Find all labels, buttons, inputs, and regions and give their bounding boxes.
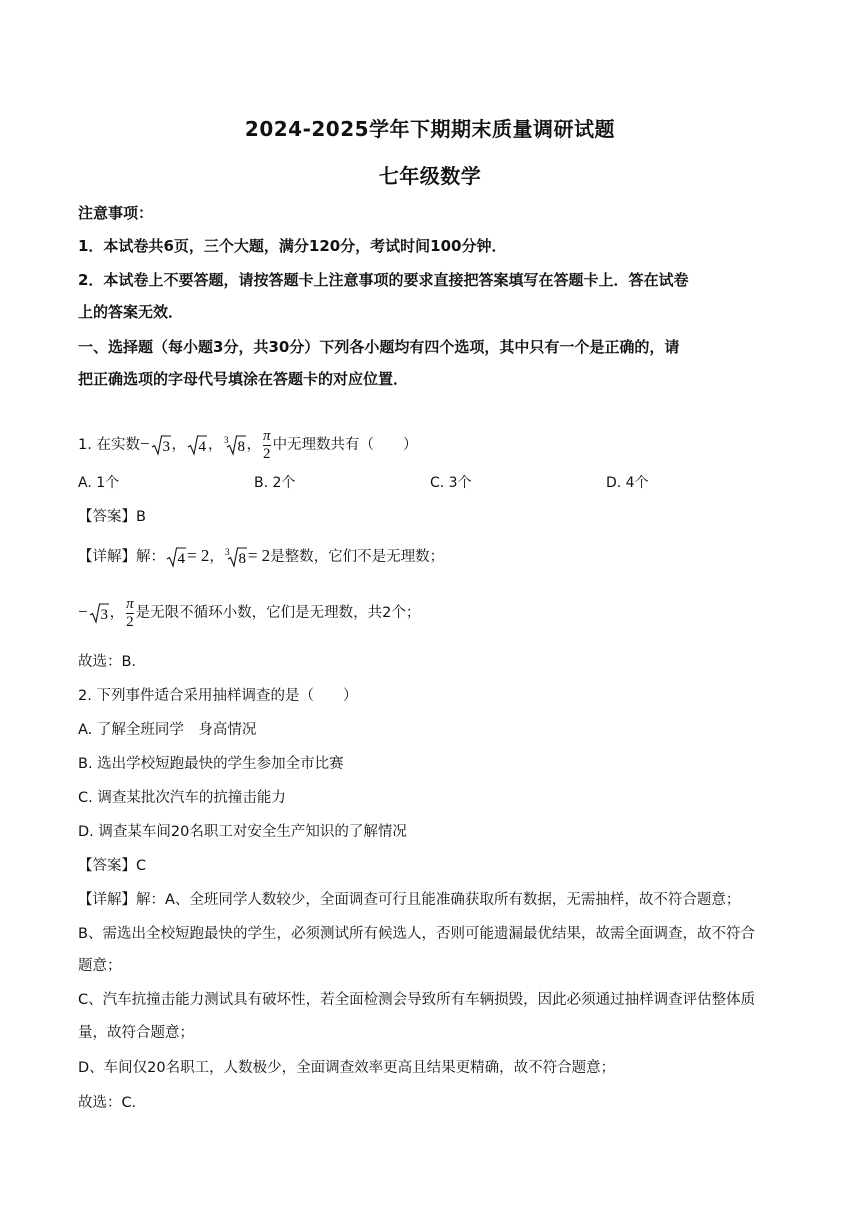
- q1-detail-text-2: 是无限不循环小数，它们是无理数，共2个；: [135, 605, 421, 621]
- q2-answer: 【答案】C: [78, 858, 147, 874]
- q2-stem: 2. 下列事件适合采用抽样调查的是（ ）: [78, 688, 358, 704]
- q2-detail-d: D、车间仅20名职工，人数极少，全面调查效率更高且结果更精确，故不符合题意；: [78, 1060, 616, 1076]
- q2-option-b: B. 选出学校短跑最快的学生参加全市比赛: [78, 756, 344, 772]
- q1-eq1-rhs: = 2: [187, 546, 210, 565]
- sqrt-3-detail: [89, 602, 109, 624]
- q1-option-d: D. 4个: [606, 475, 649, 491]
- notes-item-2-line-1: 2．本试卷上不要答题，请按答题卡上注意事项的要求直接把答案填写在答题卡上．答在试卷: [78, 271, 689, 289]
- sqrt-4-detail: [166, 546, 186, 568]
- q1-eq2-rhs: = 2: [247, 546, 271, 565]
- q1-detail-label: 【详解】解：: [78, 549, 165, 565]
- cbrt-index: 3: [223, 435, 229, 445]
- notes-heading: 注意事项：: [78, 204, 154, 222]
- q2-option-d: D. 调查某车间20名职工对安全生产知识的了解情况: [78, 824, 407, 840]
- pi-over-2-detail: [126, 596, 134, 631]
- section1-heading-line-1: 一、选择题（每小题3分，共30分）下列各小题均有四个选项，其中只有一个是正确的，请: [78, 338, 680, 356]
- q2-detail-a: 【详解】解：A、全班同学人数较少，全面调查可行且能准确获取所有数据，无需抽样，故不符合题意；: [78, 892, 741, 908]
- q1-detail-line-2: [78, 592, 784, 632]
- section1-heading-line-2: 把正确选项的字母代号填涂在答题卡的对应位置．: [78, 370, 409, 388]
- q1-neg-sign: −: [139, 434, 150, 453]
- q2-detail-c-line-1: C、汽车抗撞击能力测试具有破坏性，若全面检测会导致所有车辆损毁，因此必须通过抽样调查评估整体质: [78, 992, 756, 1008]
- q2-option-c: C. 调查某批次汽车的抗撞击能力: [78, 790, 286, 806]
- q1-stem: [78, 424, 784, 464]
- q1-detail-neg-sign: −: [78, 602, 88, 621]
- q1-option-b: B. 2个: [254, 475, 296, 491]
- exam-title: 2024-2025学年下期期末质量调研试题: [244, 117, 616, 141]
- q1-option-a: A. 1个: [78, 475, 120, 491]
- exam-subtitle: 七年级数学: [378, 164, 482, 188]
- q2-option-a: A. 了解全班同学 身高情况: [78, 722, 257, 738]
- q1-detail-comma: ，: [209, 549, 224, 565]
- cbrt-8-detail: [225, 546, 247, 568]
- q1-detail-comma-2: ，: [109, 605, 125, 621]
- cbrt-8-detail-radicand: 8: [238, 551, 246, 567]
- sqrt-4-radicand: 4: [198, 439, 207, 455]
- cbrt-detail-index: 3: [224, 547, 230, 557]
- pi-numerator: π: [263, 427, 271, 444]
- cbrt-8: [224, 434, 246, 456]
- two-detail-denominator: 2: [126, 613, 134, 630]
- q1-conclusion: 故选：B．: [78, 654, 146, 670]
- q2-detail-c-line-2: 量，故符合题意；: [78, 1025, 194, 1041]
- q2-conclusion: 故选：C．: [78, 1095, 147, 1111]
- cbrt-8-radicand: 8: [237, 439, 245, 455]
- q1-comma-2: ，: [208, 437, 223, 453]
- sqrt-4-detail-radicand: 4: [177, 551, 185, 567]
- sqrt-3: [151, 434, 171, 456]
- q1-comma-3: ，: [246, 437, 262, 453]
- sqrt-3-detail-radicand: 3: [100, 607, 108, 623]
- pi-over-2: [263, 428, 271, 463]
- q1-answer: 【答案】B: [78, 509, 146, 525]
- q1-detail-text-1: 是整数，它们不是无理数；: [270, 549, 445, 565]
- q1-option-c: C. 3个: [430, 475, 472, 491]
- pi-detail-numerator: π: [126, 595, 134, 612]
- q1-detail-line-1: [78, 542, 784, 570]
- q1-comma-1: ，: [171, 437, 187, 453]
- q2-detail-b-line-2: 题意；: [78, 958, 122, 974]
- sqrt-3-radicand: 3: [162, 439, 170, 455]
- notes-item-2-line-2: 上的答案无效．: [78, 303, 184, 321]
- notes-item-1: 1．本试卷共6页，三个大题，满分120分，考试时间100分钟．: [78, 237, 507, 255]
- sqrt-4: [187, 434, 207, 456]
- two-denominator: 2: [263, 445, 271, 462]
- q2-detail-b-line-1: B、需选出全校短跑最快的学生，必须测试所有候选人，否则可能遗漏最优结果，故需全面调查，故不符合: [78, 926, 755, 942]
- q1-suffix: 中无理数共有（ ）: [272, 437, 418, 453]
- q1-prefix: 1. 在实数: [78, 437, 140, 453]
